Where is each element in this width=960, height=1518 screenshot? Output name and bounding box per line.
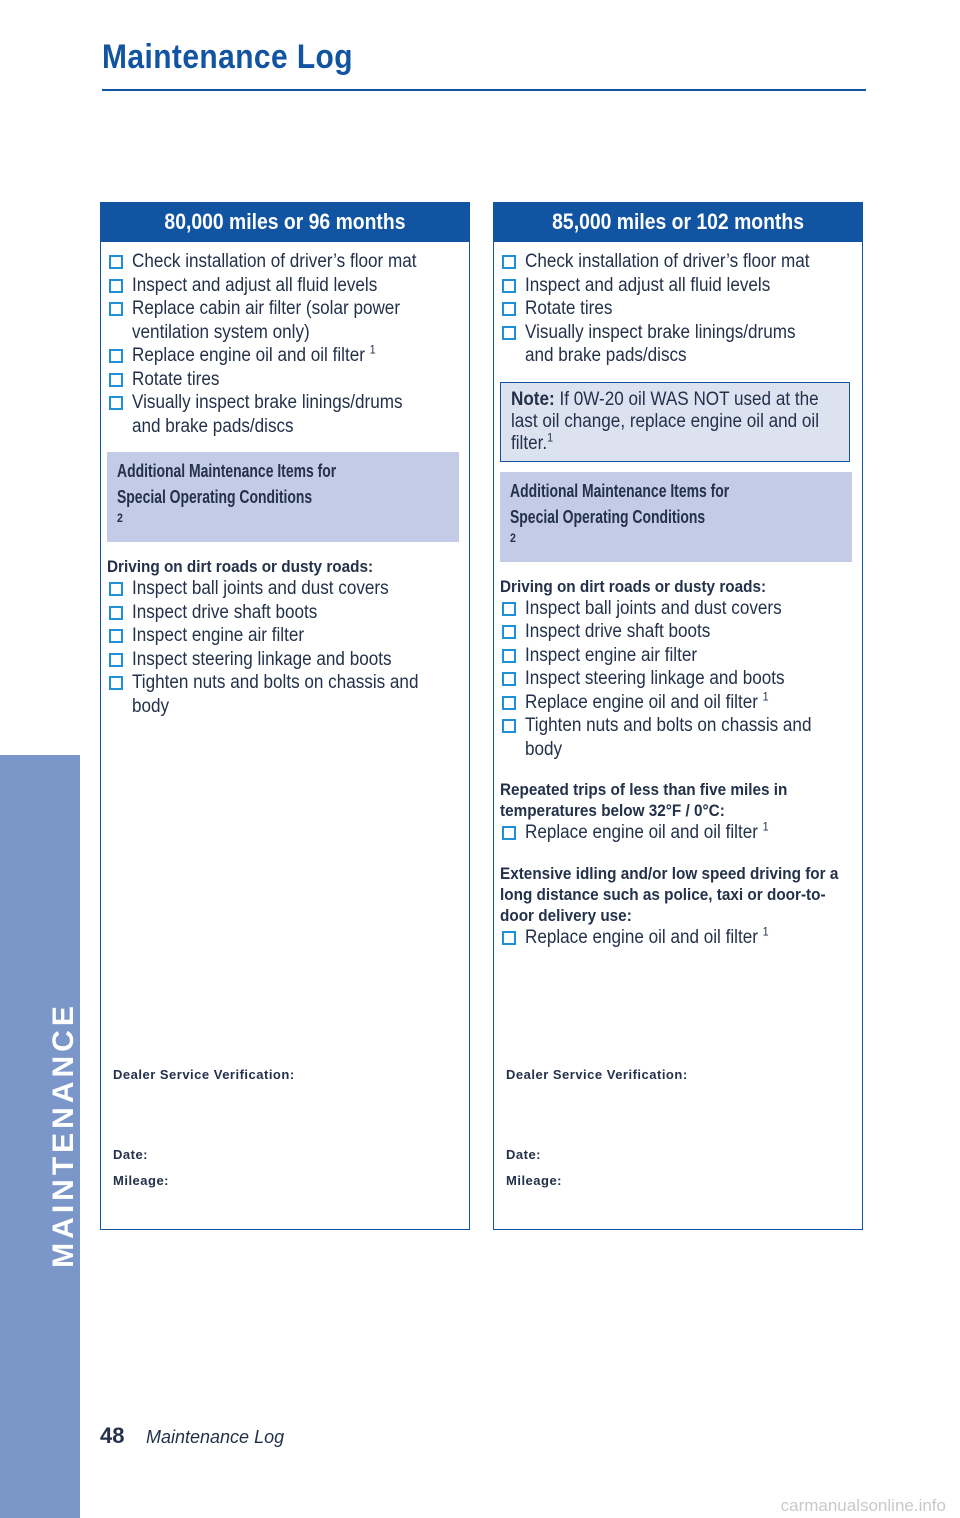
checklist-item[interactable]: Replace engine oil and oil filter $^1$ bbox=[500, 926, 856, 950]
checklist-item[interactable]: Inspect drive shaft boots bbox=[500, 620, 856, 644]
checkbox-icon[interactable] bbox=[109, 676, 123, 690]
checklist-item[interactable]: Replace cabin air filter (solar power ventilation system only) bbox=[107, 297, 463, 344]
checkbox-icon[interactable] bbox=[109, 279, 123, 293]
checklist-item[interactable]: Check installation of driver’s floor mat bbox=[107, 250, 463, 274]
side-tab-label: MAINTENANCE bbox=[47, 1002, 80, 1268]
condition-title: Driving on dirt roads or dusty roads: bbox=[500, 576, 767, 596]
log-column-85000 bbox=[493, 202, 863, 1230]
footer-section-title: Maintenance Log bbox=[146, 1427, 285, 1447]
column-heading: 80,000 miles or 96 months bbox=[100, 202, 470, 242]
additional-items-heading: Additional Maintenance Items for Special Operating Conditions$^2$ bbox=[500, 472, 852, 562]
checkbox-icon[interactable] bbox=[109, 606, 123, 620]
checklist-item[interactable]: Inspect steering linkage and boots bbox=[107, 648, 463, 672]
dealer-verification-label: Dealer Service Verification: bbox=[506, 1067, 688, 1082]
checkbox-icon[interactable] bbox=[502, 672, 516, 686]
checklist-item[interactable]: Inspect and adjust all fluid levels bbox=[107, 274, 463, 298]
condition-title: Extensive idling and/or low speed driving for a long distance such as police, taxi or door-to-door delivery use: bbox=[500, 863, 839, 925]
checklist-item[interactable]: Inspect and adjust all fluid levels bbox=[500, 274, 856, 298]
checkbox-icon[interactable] bbox=[109, 349, 123, 363]
checklist-item[interactable]: Rotate tires bbox=[500, 297, 856, 321]
checkbox-icon[interactable] bbox=[502, 719, 516, 733]
title-divider bbox=[102, 89, 866, 91]
checkbox-icon[interactable] bbox=[109, 653, 123, 667]
checkbox-icon[interactable] bbox=[502, 649, 516, 663]
checkbox-icon[interactable] bbox=[502, 326, 516, 340]
checklist-item[interactable]: Replace engine oil and oil filter $^1$ bbox=[107, 344, 463, 368]
checklist-item[interactable]: Inspect engine air filter bbox=[500, 644, 856, 668]
date-label: Date: bbox=[506, 1147, 542, 1162]
checklist-item[interactable]: Inspect steering linkage and boots bbox=[500, 667, 856, 691]
checkbox-icon[interactable] bbox=[109, 373, 123, 387]
checklist-item[interactable]: Replace engine oil and oil filter $^1$ bbox=[500, 821, 856, 845]
page-number: 48 bbox=[100, 1423, 125, 1448]
checkbox-icon[interactable] bbox=[502, 279, 516, 293]
checkbox-icon[interactable] bbox=[502, 696, 516, 710]
checklist-item[interactable]: Visually inspect brake linings/drums and brake pads/discs bbox=[500, 321, 856, 368]
checkbox-icon[interactable] bbox=[502, 931, 516, 945]
watermark: carmanualsonline.info bbox=[780, 1496, 946, 1515]
dealer-verification-label: Dealer Service Verification: bbox=[113, 1067, 295, 1082]
additional-items-heading: Additional Maintenance Items for Special Operating Conditions$^2$ bbox=[107, 452, 459, 542]
note-label: Note: bbox=[511, 388, 555, 410]
checkbox-icon[interactable] bbox=[502, 255, 516, 269]
checkbox-icon[interactable] bbox=[109, 255, 123, 269]
checklist-item[interactable]: Inspect ball joints and dust covers bbox=[500, 597, 856, 621]
checkbox-icon[interactable] bbox=[502, 602, 516, 616]
checklist-item[interactable]: Inspect engine air filter bbox=[107, 624, 463, 648]
condition-title: Repeated trips of less than five miles in temperatures below 32°F / 0°C: bbox=[500, 780, 788, 820]
mileage-label: Mileage: bbox=[506, 1173, 563, 1188]
condition-title: Driving on dirt roads or dusty roads: bbox=[107, 557, 374, 576]
date-label: Date: bbox=[113, 1147, 149, 1162]
log-column-80000 bbox=[100, 202, 470, 1230]
oil-note: Note: If 0W-20 oil WAS NOT used at the last oil change, replace engine oil and oil filter.$^1$ bbox=[500, 382, 850, 462]
checkbox-icon[interactable] bbox=[502, 625, 516, 639]
page-title: Maintenance Log bbox=[102, 38, 353, 76]
checklist-item[interactable]: Replace engine oil and oil filter $^1$ bbox=[500, 691, 856, 715]
checklist-item[interactable]: Rotate tires bbox=[107, 368, 463, 392]
checklist-item[interactable]: Tighten nuts and bolts on chassis and body bbox=[107, 671, 463, 718]
checklist-item[interactable]: Visually inspect brake linings/drums and brake pads/discs bbox=[107, 391, 463, 438]
checkbox-icon[interactable] bbox=[109, 582, 123, 596]
checkbox-icon[interactable] bbox=[109, 629, 123, 643]
mileage-label: Mileage: bbox=[113, 1173, 170, 1188]
checkbox-icon[interactable] bbox=[502, 826, 516, 840]
checklist-item[interactable]: Inspect drive shaft boots bbox=[107, 601, 463, 625]
checkbox-icon[interactable] bbox=[502, 302, 516, 316]
checklist-item[interactable]: Inspect ball joints and dust covers bbox=[107, 577, 463, 601]
checkbox-icon[interactable] bbox=[109, 396, 123, 410]
checkbox-icon[interactable] bbox=[109, 302, 123, 316]
checklist-item[interactable]: Check installation of driver’s floor mat bbox=[500, 250, 856, 274]
column-heading: 85,000 miles or 102 months bbox=[493, 202, 863, 242]
checklist-item[interactable]: Tighten nuts and bolts on chassis and body bbox=[500, 714, 856, 761]
